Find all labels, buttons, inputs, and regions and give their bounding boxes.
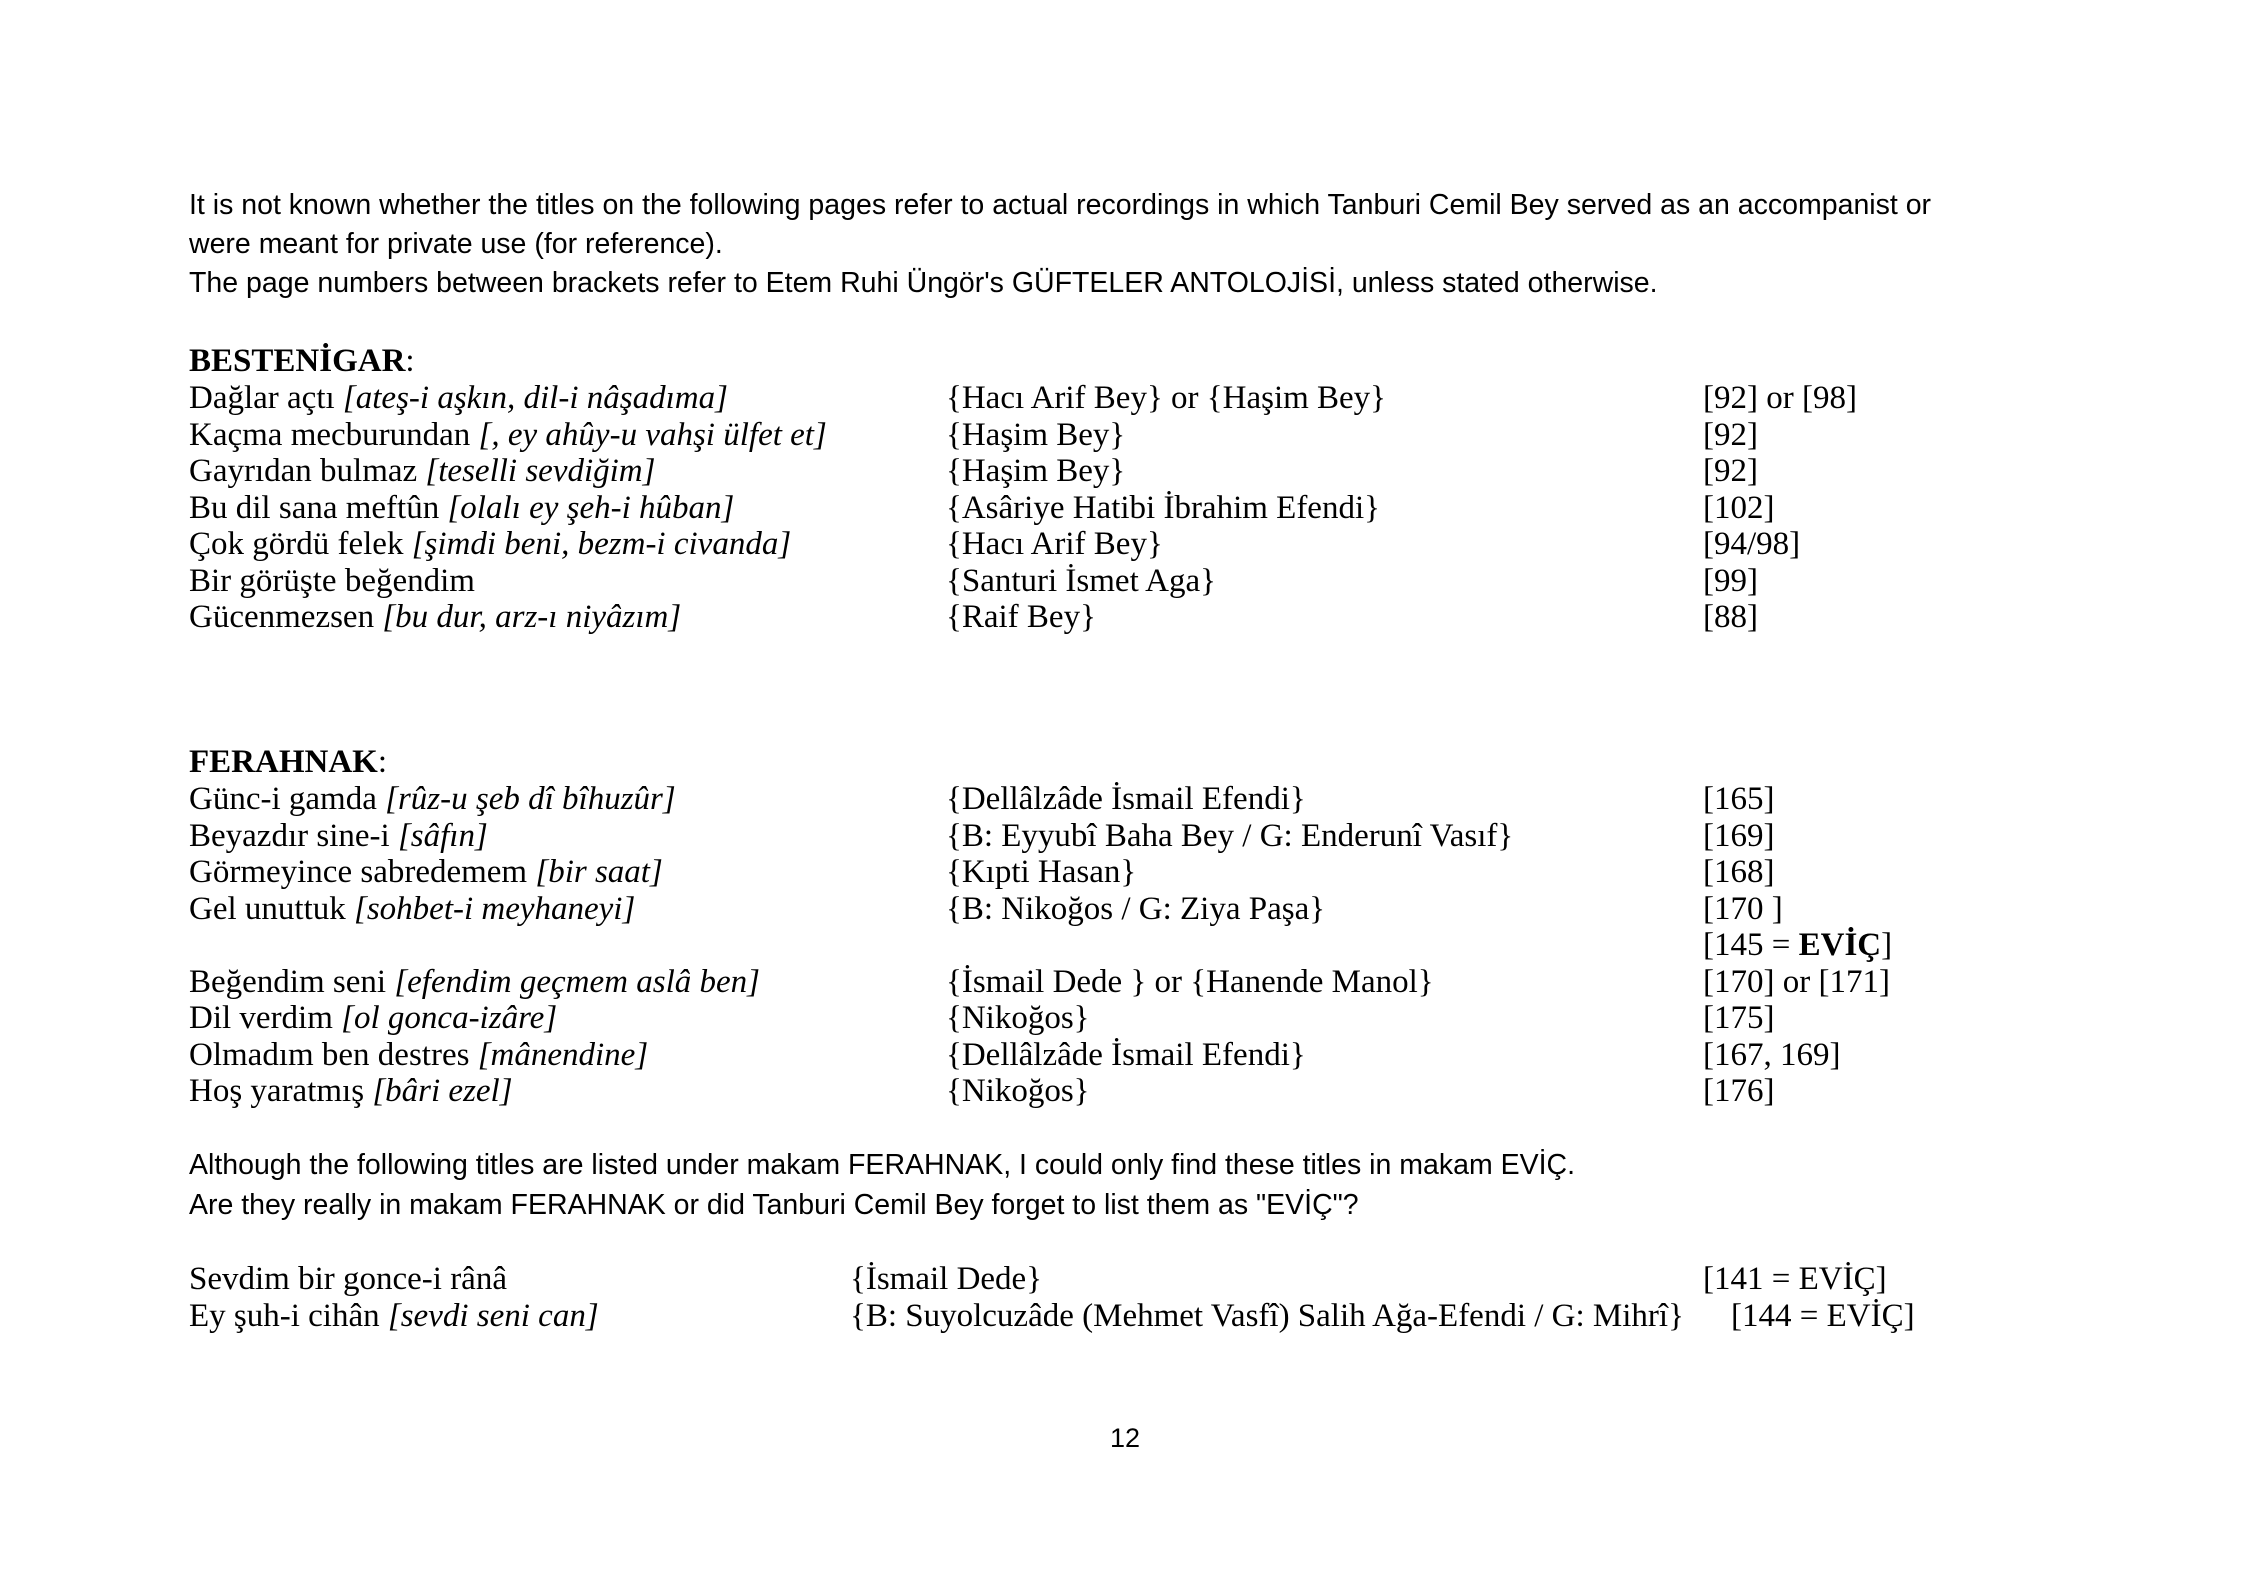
page-ref: [94/98]: [1703, 526, 1801, 562]
list-item: [0, 453, 2245, 490]
page-ref: [102]: [1703, 489, 1775, 526]
list-item: [0, 1000, 2245, 1037]
composer: {B: Suyolcuzâde (Mehmet Vasfî) Salih Ağa-Efendi / G: Mihrî}: [850, 1297, 1684, 1334]
page-ref: [169]: [1703, 817, 1775, 854]
page-number: 12: [1110, 1423, 1141, 1453]
list-item: [0, 1261, 2245, 1298]
composer: {B: Eyyubî Baha Bey / G: Enderunî Vasıf}: [946, 817, 1514, 854]
page-ref: [168]: [1703, 854, 1775, 890]
page-ref: [165]: [1703, 781, 1775, 817]
page-ref: [175]: [1703, 1000, 1775, 1036]
composer: {Asâriye Hatibi İbrahim Efendi}: [946, 489, 1380, 526]
note-line: Are they really in makam FERAHNAK or did Tanburi Cemil Bey forget to list them as "EVİÇ"?: [189, 1189, 1359, 1221]
list-item: [0, 818, 2245, 855]
composer: {İsmail Dede}: [850, 1261, 1043, 1297]
song-title: Dağlar açtı [ateş-i aşkın, dil-i nâşadıma]: [189, 380, 728, 416]
heading-colon: :: [405, 343, 415, 379]
song-title: Gayrıdan bulmaz [teselli sevdiğim]: [189, 453, 656, 489]
heading-colon: :: [377, 744, 388, 780]
composer: {Dellâlzâde İsmail Efendi}: [946, 1036, 1306, 1073]
song-title: Gücenmezsen [bu dur, arz-ı niyâzım]: [189, 599, 682, 635]
evic-note: [189, 1145, 1575, 1225]
list-item: [0, 599, 2245, 636]
composer: {Kıpti Hasan}: [946, 854, 1137, 890]
note-line: Although the following titles are listed under makam FERAHNAK, I could only find these titles in makam EVİÇ.: [189, 1149, 1576, 1181]
song-title: Bu dil sana meftûn [olalı ey şeh-i hûban]: [189, 489, 735, 526]
composer: {Hacı Arif Bey}: [946, 526, 1163, 562]
page-ref: [145 = EVİÇ]: [1703, 927, 1893, 963]
list-item: [0, 927, 2245, 964]
list-item: [0, 964, 2245, 1001]
page-ref: [176]: [1703, 1073, 1775, 1109]
page-ref: [99]: [1703, 562, 1758, 599]
composer: {Haşim Bey}: [946, 416, 1126, 453]
composer: {Nikoğos}: [946, 1073, 1090, 1109]
song-title: Çok gördü felek [şimdi beni, bezm-i civanda]: [189, 526, 792, 562]
composer: {Haşim Bey}: [946, 453, 1126, 489]
composer: {Dellâlzâde İsmail Efendi}: [946, 781, 1306, 817]
song-title: Dil verdim [ol gonca-izâre]: [189, 1000, 558, 1036]
composer: {Santuri İsmet Aga}: [946, 562, 1216, 599]
page-ref: [167, 169]: [1703, 1036, 1841, 1073]
page-ref: [170 ]: [1703, 890, 1783, 927]
section-heading-besteniger: [189, 341, 415, 381]
song-title: Gel unuttuk [sohbet-i meyhaneyi]: [189, 890, 636, 927]
list-item: [0, 781, 2245, 818]
intro-line: It is not known whether the titles on the following pages refer to actual recordings in which Tanburi Cemil Bey served as an accompanist or: [189, 189, 1932, 221]
intro-line: The page numbers between brackets refer to Etem Ruhi Üngör's GÜFTELER ANTOLOJİSİ, unless stated otherwise.: [189, 267, 1658, 299]
page-ref: [88]: [1703, 599, 1758, 635]
song-title: Beyazdır sine-i [sâfın]: [189, 817, 488, 854]
page-ref: [92] or [98]: [1703, 380, 1857, 416]
song-title: Hoş yaratmış [bâri ezel]: [189, 1073, 513, 1109]
song-title: Görmeyince sabredemem [bir saat]: [189, 854, 663, 890]
intro-paragraph: [189, 186, 2139, 303]
composer: {B: Nikoğos / G: Ziya Paşa}: [946, 890, 1326, 927]
song-title: Kaçma mecburundan [, ey ahûy-u vahşi ülfet et]: [189, 416, 827, 453]
page-ref: [144 = EVİÇ]: [1731, 1297, 1915, 1334]
page-ref: [141 = EVİÇ]: [1703, 1261, 1887, 1297]
list-item: [0, 526, 2245, 563]
page-ref: [170] or [171]: [1703, 963, 1890, 1000]
list-item: [0, 854, 2245, 891]
list-item: [0, 1037, 2245, 1074]
page-ref: [92]: [1703, 416, 1758, 453]
page-ref: [92]: [1703, 453, 1758, 489]
composer: {Hacı Arif Bey} or {Haşim Bey}: [946, 380, 1387, 416]
composer: {İsmail Dede } or {Hanende Manol}: [946, 963, 1434, 1000]
heading-text: FERAHNAK: [189, 744, 378, 780]
song-title: Bir görüşte beğendim: [189, 562, 475, 599]
song-title: Beğendim seni [efendim geçmem aslâ ben]: [189, 963, 760, 1000]
song-title: Ey şuh-i cihân [sevdi seni can]: [189, 1297, 599, 1334]
song-title: Günc-i gamda [rûz-u şeb dî bîhuzûr]: [189, 781, 676, 817]
song-title: Sevdim bir gonce-i rânâ: [189, 1261, 507, 1297]
list-item: [0, 380, 2245, 417]
list-item: [0, 1298, 2245, 1335]
list-item: [0, 417, 2245, 454]
list-item: [0, 891, 2245, 928]
heading-text: BESTENİGAR: [189, 343, 406, 379]
list-item: [0, 490, 2245, 527]
song-title: Olmadım ben destres [mânendine]: [189, 1036, 649, 1073]
intro-line: were meant for private use (for reference).: [189, 228, 723, 260]
section-heading-ferahnak: [189, 742, 387, 782]
list-item: [0, 1073, 2245, 1110]
composer: {Nikoğos}: [946, 1000, 1090, 1036]
list-item: [0, 563, 2245, 600]
composer: {Raif Bey}: [946, 599, 1096, 635]
